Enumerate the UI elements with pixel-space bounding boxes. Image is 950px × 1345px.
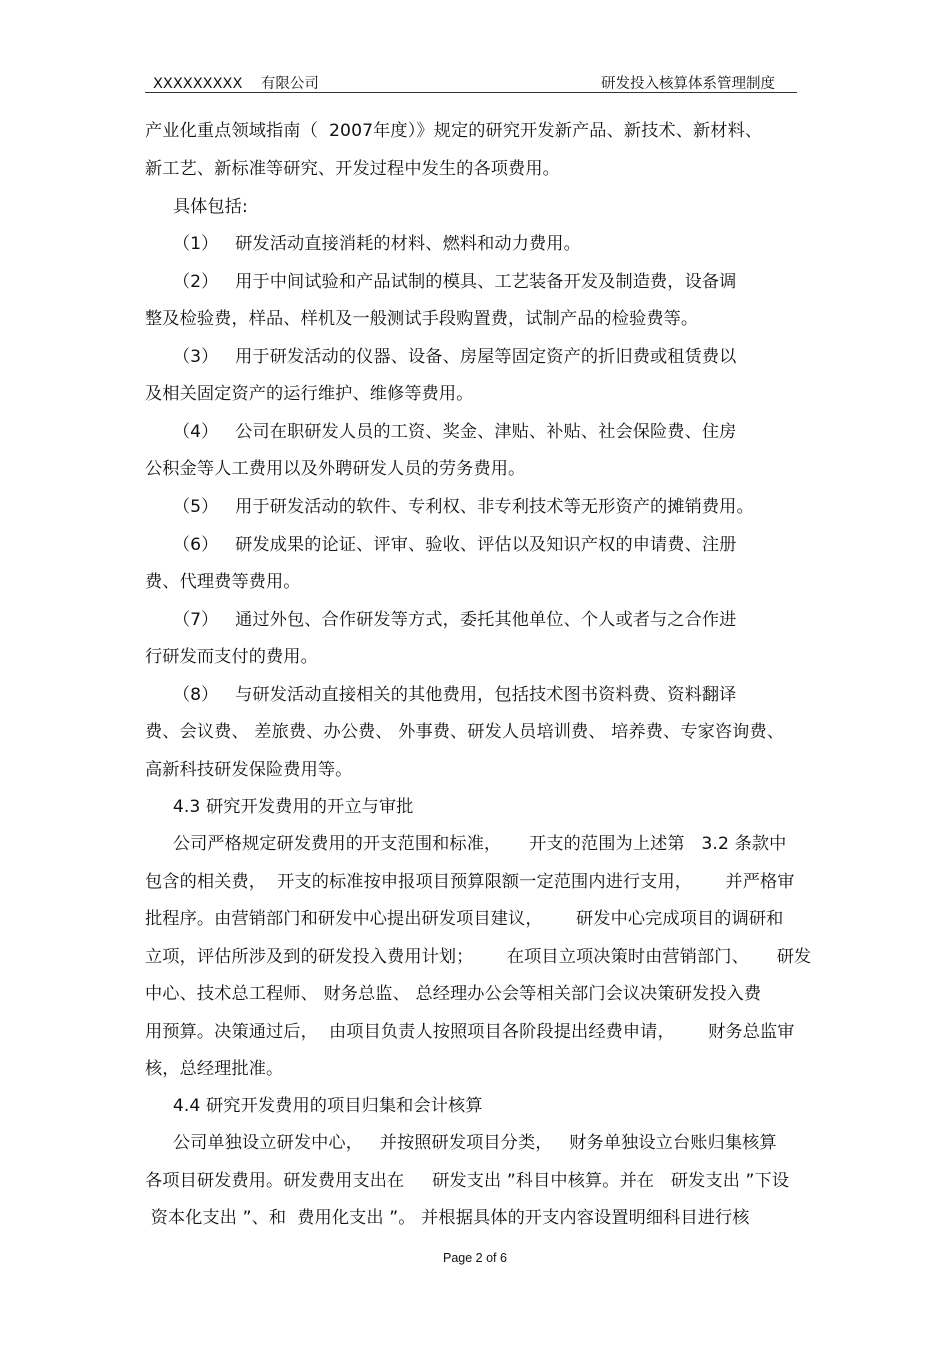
page-number: Page 2 of 6 [443,1251,507,1265]
body-line: 资本化支出 ”、和 费用化支出 ”。 并根据具体的开支内容设置明细科目进行核 [145,1208,750,1228]
body-line: （8） 与研发活动直接相关的其他费用，包括技术图书资料费、资料翻译 [145,685,737,705]
body-line: 行研发而支付的费用。 [145,647,318,667]
body-line: 批程序。由营销部门和研发中心提出研发项目建议， 研发中心完成项目的调研和 [145,909,784,929]
body-line: 费、会议费、 差旅费、办公费、 外事费、研发人员培训费、 培养费、专家咨询费、 [145,722,785,742]
body-line: （6） 研发成果的论证、评审、验收、评估以及知识产权的申请费、注册 [145,535,737,555]
body-line: 高新科技研发保险费用等。 [145,760,353,780]
body-line: 公司严格规定研发费用的开支范围和标准， 开支的范围为上述第 3.2 条款中 [145,834,787,854]
body-line: 公司单独设立研发中心， 并按照研发项目分类， 财务单独设立台账归集核算 [145,1133,777,1153]
section-heading: 4.3 研究开发费用的开立与审批 [145,797,414,817]
body-line: 新工艺、新标准等研究、开发过程中发生的各项费用。 [145,159,560,179]
body-line: 及相关固定资产的运行维护、维修等费用。 [145,384,474,404]
body-line: 具体包括: [145,197,248,217]
body-line: 核，总经理批准。 [145,1059,284,1079]
body-line: 立项，评估所涉及到的研发投入费用计划； 在项目立项决策时由营销部门、 研发 [145,947,812,967]
body-line: 产业化重点领域指南（ 2007年度）》规定的研究开发新产品、新技术、新材料、 [145,121,763,141]
body-line: （7） 通过外包、合作研发等方式，委托其他单位、个人或者与之合作进 [145,610,737,630]
body-line: 费、代理费等费用。 [145,572,301,592]
body-line: 公积金等人工费用以及外聘研发人员的劳务费用。 [145,459,526,479]
body-line: （1） 研发活动直接消耗的材料、燃料和动力费用。 [145,234,581,254]
page-header [145,72,797,92]
body-line: （2） 用于中间试验和产品试制的模具、工艺装备开发及制造费，设备调 [145,272,737,292]
header-rule [145,92,797,93]
body-line: 整及检验费，样品、样机及一般测试手段购置费，试制产品的检验费等。 [145,309,699,329]
section-heading: 4.4 研究开发费用的项目归集和会计核算 [145,1096,483,1116]
body-line: 中心、技术总工程师、 财务总监、 总经理办公会等相关部门会议决策研发投入费 [145,984,762,1004]
body-line: 用预算。决策通过后， 由项目负责人按照项目各阶段提出经费申请， 财务总监审 [145,1022,795,1042]
body-line: （3） 用于研发活动的仪器、设备、房屋等固定资产的折旧费或租赁费以 [145,347,737,367]
header-doc-title: 研发投入核算体系管理制度 [601,76,775,92]
body-line: 各项目研发费用。研发费用支出在 研发支出 ”科目中核算。并在 研发支出 ”下设 [145,1171,790,1191]
body-line: （4） 公司在职研发人员的工资、奖金、津贴、补贴、社会保险费、住房 [145,422,737,442]
body-line: （5） 用于研发活动的软件、专利权、非专利技术等无形资产的摊销费用。 [145,497,754,517]
body-line: 包含的相关费， 开支的标准按申报项目预算限额一定范围内进行支用， 并严格审 [145,872,795,892]
header-company: XXXXXXXXX 有限公司 [153,76,319,92]
